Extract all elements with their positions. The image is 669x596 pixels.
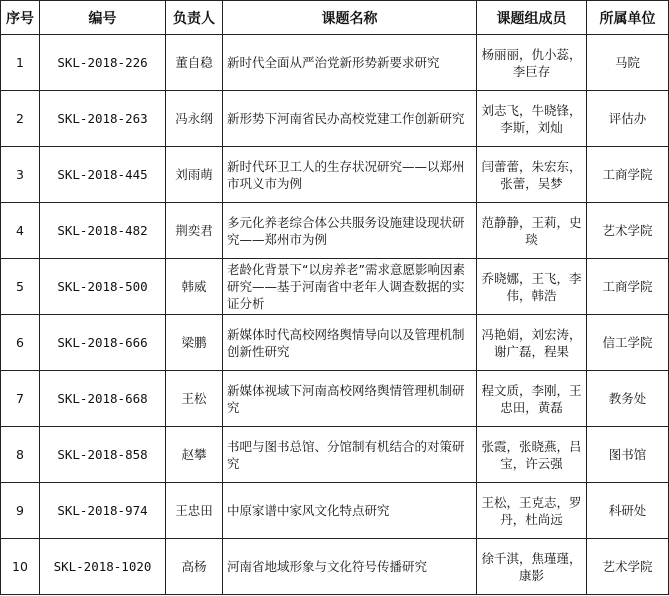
cell-unit: 艺术学院	[587, 539, 669, 595]
cell-code: SKL-2018-226	[40, 35, 166, 91]
table-row	[1, 483, 669, 539]
cell-title: 河南省地域形象与文化符号传播研究	[223, 539, 477, 595]
cell-members: 徐千淇，焦瑾瑾，康影	[477, 539, 587, 595]
cell-members: 张霞，张晓燕，吕宝，许云强	[477, 427, 587, 483]
table-row	[1, 427, 669, 483]
cell-unit: 评估办	[587, 91, 669, 147]
cell-code: SKL-2018-668	[40, 371, 166, 427]
cell-no: 5	[1, 259, 40, 315]
table-row	[1, 315, 669, 371]
cell-members: 乔晓娜，王飞，李伟，韩浩	[477, 259, 587, 315]
header-members: 课题组成员	[477, 1, 587, 35]
cell-lead: 韩威	[166, 259, 223, 315]
cell-members: 刘志飞，牛晓锋，李斯，刘灿	[477, 91, 587, 147]
cell-no: 8	[1, 427, 40, 483]
cell-no: 2	[1, 91, 40, 147]
cell-code: SKL-2018-666	[40, 315, 166, 371]
table-row	[1, 147, 669, 203]
cell-lead: 赵攀	[166, 427, 223, 483]
table-row	[1, 91, 669, 147]
cell-lead: 荆奕君	[166, 203, 223, 259]
cell-lead: 刘雨萌	[166, 147, 223, 203]
cell-members: 程文质，李刚，王忠田，黄磊	[477, 371, 587, 427]
table-row	[1, 203, 669, 259]
header-no: 序号	[1, 1, 40, 35]
cell-lead: 董自稳	[166, 35, 223, 91]
cell-code: SKL-2018-1020	[40, 539, 166, 595]
cell-title: 新时代全面从严治党新形势新要求研究	[223, 35, 477, 91]
cell-unit: 图书馆	[587, 427, 669, 483]
cell-unit: 工商学院	[587, 259, 669, 315]
cell-code: SKL-2018-263	[40, 91, 166, 147]
cell-no: 7	[1, 371, 40, 427]
cell-unit: 信工学院	[587, 315, 669, 371]
cell-no: 3	[1, 147, 40, 203]
cell-title: 新媒体视域下河南高校网络舆情管理机制研究	[223, 371, 477, 427]
cell-lead: 高杨	[166, 539, 223, 595]
cell-unit: 科研处	[587, 483, 669, 539]
cell-no: 4	[1, 203, 40, 259]
cell-members: 范静静，王莉，史琰	[477, 203, 587, 259]
cell-no: 6	[1, 315, 40, 371]
cell-code: SKL-2018-858	[40, 427, 166, 483]
cell-lead: 王忠田	[166, 483, 223, 539]
cell-members: 杨丽丽，仇小蕊，李巨存	[477, 35, 587, 91]
cell-code: SKL-2018-500	[40, 259, 166, 315]
header-code: 编号	[40, 1, 166, 35]
cell-no: 1	[1, 35, 40, 91]
cell-members: 闫蕾蕾，朱宏东，张蕾，吴梦	[477, 147, 587, 203]
header-unit: 所属单位	[587, 1, 669, 35]
cell-title: 书吧与图书总馆、分馆制有机结合的对策研究	[223, 427, 477, 483]
cell-no: 9	[1, 483, 40, 539]
header-title: 课题名称	[223, 1, 477, 35]
cell-title: 多元化养老综合体公共服务设施建设现状研究——郑州市为例	[223, 203, 477, 259]
table-row	[1, 259, 669, 315]
table-row	[1, 371, 669, 427]
cell-lead: 冯永纲	[166, 91, 223, 147]
cell-members: 冯艳娟，刘宏涛，谢广磊，程果	[477, 315, 587, 371]
header-row	[1, 1, 669, 35]
cell-title: 中原家谱中家风文化特点研究	[223, 483, 477, 539]
table-row	[1, 35, 669, 91]
cell-lead: 梁鹏	[166, 315, 223, 371]
cell-title: 新媒体时代高校网络舆情导向以及管理机制创新性研究	[223, 315, 477, 371]
cell-unit: 马院	[587, 35, 669, 91]
cell-no: 10	[1, 539, 40, 595]
cell-title: 新形势下河南省民办高校党建工作创新研究	[223, 91, 477, 147]
cell-unit: 工商学院	[587, 147, 669, 203]
table-row	[1, 539, 669, 595]
cell-code: SKL-2018-482	[40, 203, 166, 259]
cell-title: 老龄化背景下“以房养老”需求意愿影响因素研究——基于河南省中老年人调查数据的实证分析	[223, 259, 477, 315]
cell-lead: 王松	[166, 371, 223, 427]
header-lead: 负责人	[166, 1, 223, 35]
cell-title: 新时代环卫工人的生存状况研究——以郑州市巩义市为例	[223, 147, 477, 203]
cell-unit: 教务处	[587, 371, 669, 427]
cell-code: SKL-2018-445	[40, 147, 166, 203]
cell-members: 王松，王克志，罗丹，杜尚远	[477, 483, 587, 539]
cell-code: SKL-2018-974	[40, 483, 166, 539]
cell-unit: 艺术学院	[587, 203, 669, 259]
